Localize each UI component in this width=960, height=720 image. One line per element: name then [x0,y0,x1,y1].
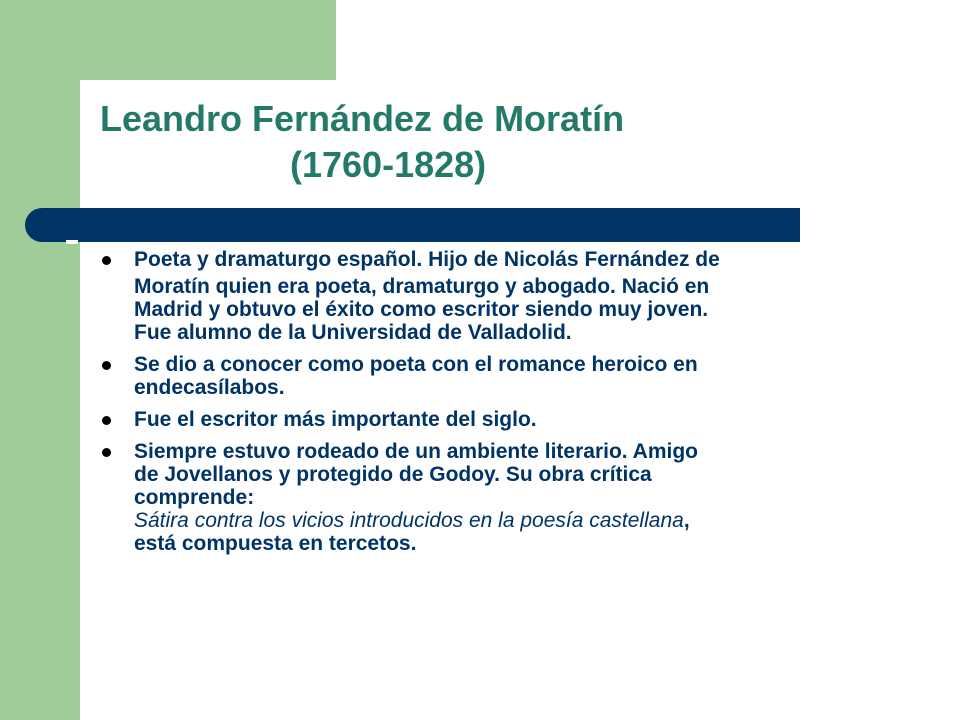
bullet-dot-icon [102,416,111,425]
bullet-list [100,248,900,555]
bullet-line: comprende: [134,486,255,509]
bullet-line-italic [134,509,900,532]
bullet-line: Fue el escritor más importante del siglo. [134,408,537,431]
work-title-comma: , [683,509,690,532]
top-green-block [80,0,336,80]
bullet-line: endecasílabos. [134,376,285,399]
bullet-line: Moratín quien era poeta, dramaturgo y abogado. Nació en [134,275,710,298]
bullet-line: Fue alumno de la Universidad de Valladolid. [134,321,572,344]
bullet-dot-icon [102,256,111,265]
bullet-line: de Jovellanos y protegido de Godoy. Su obra crítica [134,463,652,486]
bullet-line: Poeta y dramaturgo español. Hijo de Nicolás Fernández de [134,248,720,271]
divider-notch [66,240,78,244]
bullet-line: está compuesta en tercetos. [134,532,417,555]
bullet-item [100,248,900,344]
bullet-line: Se dio a conocer como poeta con el romance heroico en [134,353,698,376]
slide-content [100,248,900,564]
bullet-line: Madrid y obtuvo el éxito como escritor siendo muy joven. [134,298,709,321]
title-divider-bar [25,208,800,242]
bullet-dot-icon [102,361,111,370]
work-title: Sátira contra los vicios introducidos en la poesía castellana [134,509,684,532]
title-years: (1760-1828) [290,144,487,185]
bullet-dot-icon [102,448,111,457]
left-green-strip [0,0,80,720]
bullet-item [100,440,900,555]
title-name: Leandro Fernández de Moratín [100,98,625,139]
bullet-line: Siempre estuvo rodeado de un ambiente literario. Amigo [134,440,699,463]
bullet-item [100,408,900,431]
slide-title [100,96,800,188]
bullet-item [100,353,900,399]
